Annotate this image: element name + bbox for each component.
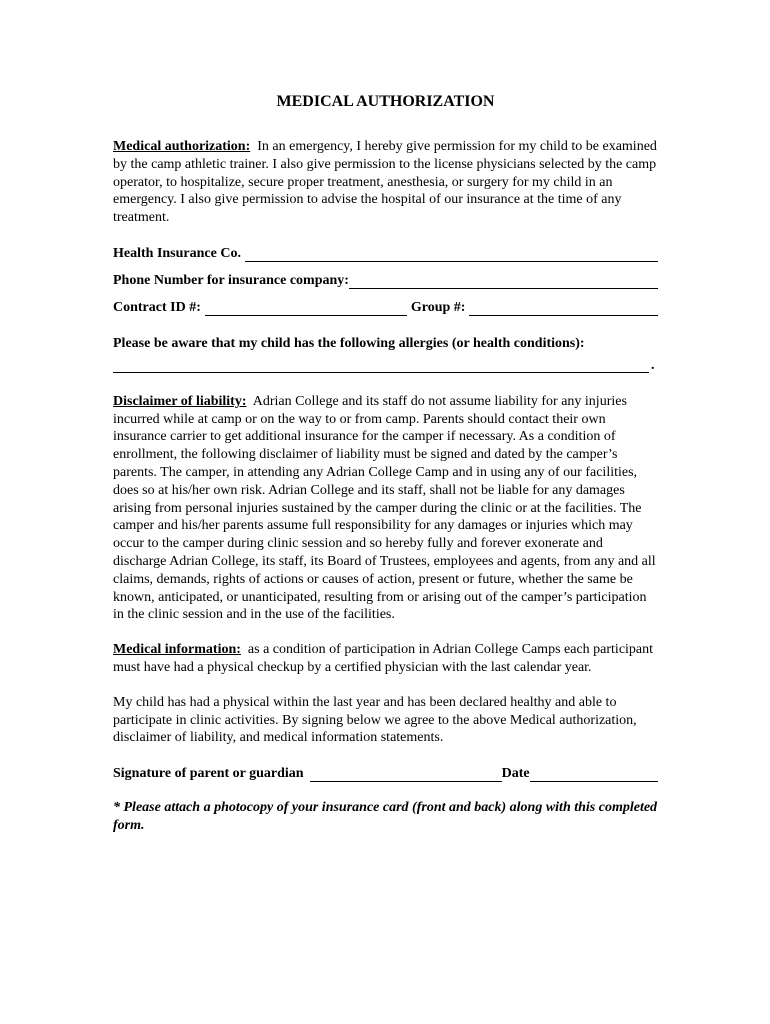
health-insurance-label: Health Insurance Co. xyxy=(113,245,241,261)
phone-field[interactable] xyxy=(349,275,658,289)
allergies-prompt: Please be aware that my child has the following allergies (or health conditions): xyxy=(113,335,585,351)
health-insurance-field[interactable] xyxy=(245,248,658,262)
contract-id-label: Contract ID #: xyxy=(113,299,201,315)
medical-information-paragraph xyxy=(113,641,658,677)
page-title: MEDICAL AUTHORIZATION xyxy=(276,93,495,110)
contract-group-row xyxy=(113,298,658,316)
disclaimer-paragraph xyxy=(113,393,658,624)
group-label: Group #: xyxy=(410,299,466,315)
date-field[interactable] xyxy=(530,768,658,782)
disclaimer-text: Adrian College and its staff do not assume liability for any injuries incurred while at camp or on the way to or from camp. Parents should contact their own insurance carrier to get additional insurance for the camper if necessary. As a condition of enrollment, the following disclaimer of liability must be signed and dated by the camper’s parents. The camper, in attending any Adrian College Camp and in using any of our facilities, does so at his/her own risk. Adrian College and its staff, shall not be liable for any damages arising from personal injuries sustained by the camper during the clinic or at the facilities. The camper and his/her parents assume full responsibility for any damages or injuries which may occur to the camper during clinic session and so hereby fully and forever exonerate and discharge Adrian College, its staff, its Board of Trustees, employees and agents, from any and all claims, demands, rights of actions or causes of action, present or future, whether the same be known, anticipated, or unanticipated, resulting from or arising out of the camper’s participation in the clinic session and in the use of the facilities. xyxy=(113,393,656,623)
health-insurance-row xyxy=(113,244,658,262)
allergies-end-mark: . xyxy=(651,357,655,373)
phone-row xyxy=(113,271,658,289)
medical-authorization-paragraph xyxy=(113,138,658,227)
medical-information-label: Medical information: xyxy=(113,642,241,658)
date-label: Date xyxy=(501,766,530,782)
insurance-card-note: * Please attach a photocopy of your insurance card (front and back) along with this completed form. xyxy=(113,800,658,834)
medical-authorization-text: In an emergency, I hereby give permission for my child to be examined by the camp athletic trainer. I also give permission to the license physicians selected by the camp operator, to hospitalize, secure proper treatment, anesthesia, or surgery for my child in an emergency. I also give permission to advise the hospital of our insurance at the time of any treatment. xyxy=(113,139,657,226)
disclaimer-label: Disclaimer of liability: xyxy=(113,393,247,409)
signature-label: Signature of parent or guardian xyxy=(113,766,304,782)
phone-label: Phone Number for insurance company: xyxy=(113,272,349,288)
signature-field[interactable] xyxy=(310,768,502,782)
group-field[interactable] xyxy=(469,302,658,316)
allergies-field[interactable] xyxy=(113,356,649,373)
medical-authorization-label: Medical authorization: xyxy=(113,139,251,154)
contract-id-field[interactable] xyxy=(205,302,407,316)
agreement-paragraph: My child has had a physical within the last year and has been declared healthy and able to participate in clinic activities. By signing below we agree to the above Medical authorization, disclaimer of liability, and medical information statements. xyxy=(113,694,637,746)
allergies-row xyxy=(113,353,658,373)
signature-row xyxy=(113,764,658,782)
medical-information-text: as a condition of participation in Adrian College Camps each participant must have had a physical checkup by a certified physician with the last calendar year. xyxy=(113,642,654,675)
document-page xyxy=(113,92,658,835)
